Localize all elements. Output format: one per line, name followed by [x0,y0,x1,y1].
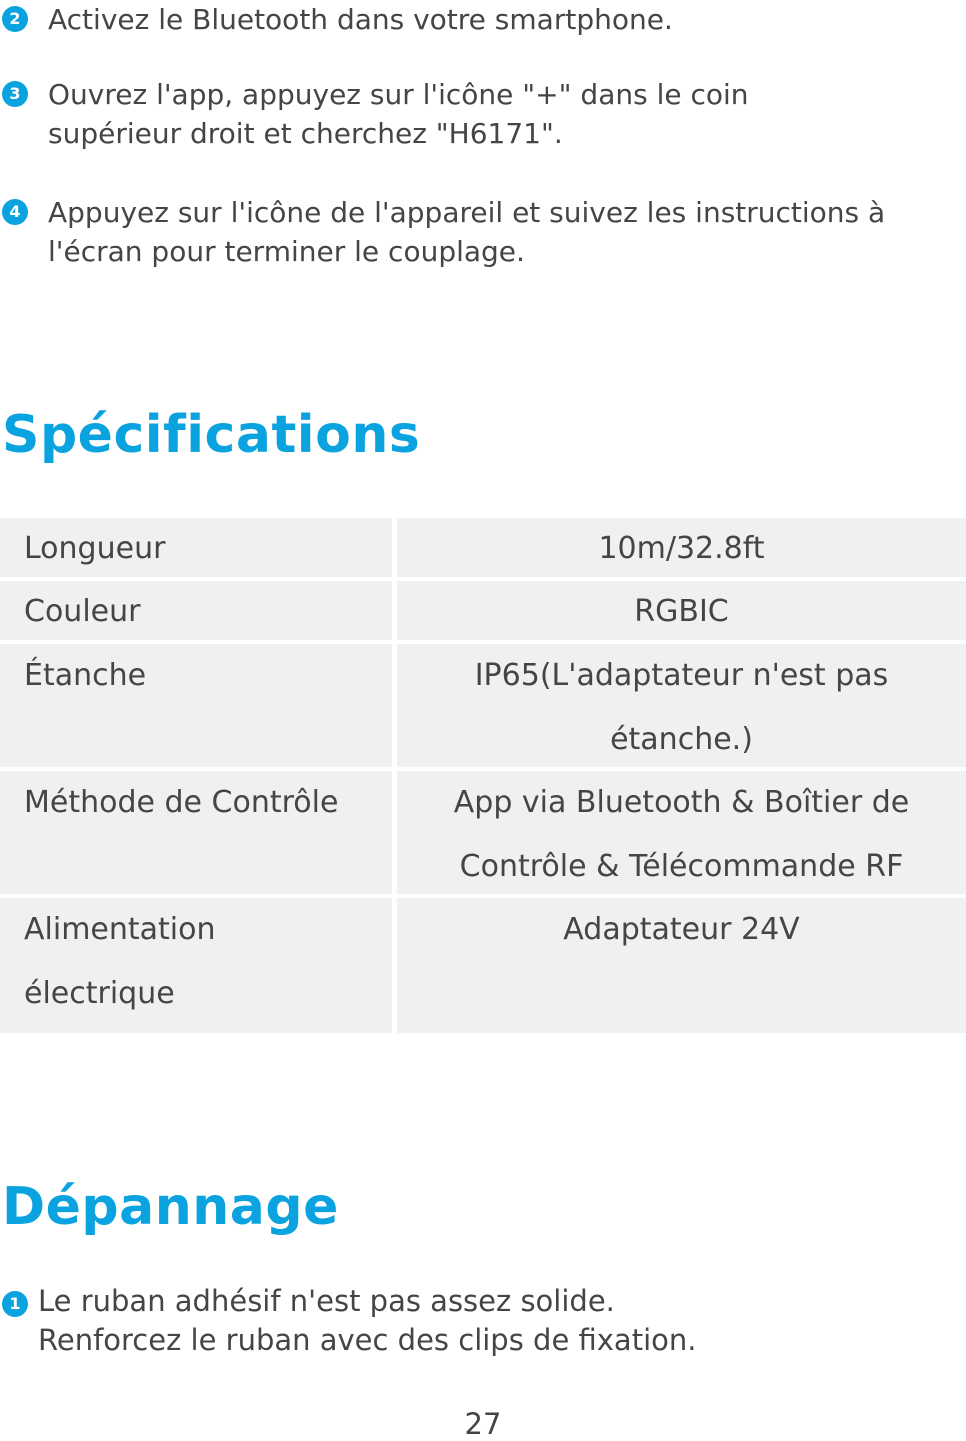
spec-value-text: étanche.) [610,722,753,757]
spec-label [0,581,392,640]
step-line: l'écran pour terminer le couplage. [48,235,525,268]
specifications-heading: Spécifications [2,405,421,465]
step-text [48,0,966,39]
spec-value [397,518,966,577]
step-line: Activez le Bluetooth dans votre smartphone. [48,3,673,36]
spec-label-text: Méthode de Contrôle [24,785,339,820]
step-line: supérieur droit et cherchez "H6171". [48,117,563,150]
spec-value [397,771,966,894]
specifications-table [0,518,966,1037]
table-row [0,518,966,577]
spec-label-text: Alimentation [24,912,216,947]
table-row [0,898,966,1033]
page-number: 27 [464,1407,502,1441]
item-number-badge: 1 [2,1291,28,1317]
step-number-badge: 4 [2,199,28,225]
spec-label-text: électrique [24,976,175,1011]
troubleshooting-heading: Dépannage [2,1177,339,1237]
spec-value [397,581,966,640]
spec-value-text: IP65(L'adaptateur n'est pas [474,658,889,693]
step-number-badge: 3 [2,81,28,107]
step-text [48,75,966,153]
table-row [0,644,966,767]
spec-value-text: RGBIC [634,594,729,629]
spec-label-text: Étanche [24,658,147,693]
spec-value-text: Adaptateur 24V [563,912,800,947]
spec-label-text: Longueur [24,531,166,566]
spec-label [0,898,392,1033]
step-line: Ouvrez l'app, appuyez sur l'icône "+" dans le coin [48,78,749,111]
spec-value-text: App via Bluetooth & Boîtier de [453,785,910,820]
spec-value-text: 10m/32.8ft [598,531,765,566]
troubleshooting-line: Le ruban adhésif n'est pas assez solide. [38,1284,615,1318]
step-text [48,193,966,271]
spec-label [0,771,392,894]
spec-label [0,644,392,767]
spec-value-text: Contrôle & Télécommande RF [459,849,904,884]
step-number-badge: 2 [2,6,28,32]
step-line: Appuyez sur l'icône de l'appareil et suivez les instructions à [48,196,886,229]
table-row [0,581,966,640]
spec-label [0,518,392,577]
spec-value [397,644,966,767]
spec-label-text: Couleur [24,594,141,629]
troubleshooting-line: Renforcez le ruban avec des clips de fixation. [38,1323,697,1357]
spec-value [397,898,966,1033]
table-row [0,771,966,894]
troubleshooting-text [38,1282,956,1360]
